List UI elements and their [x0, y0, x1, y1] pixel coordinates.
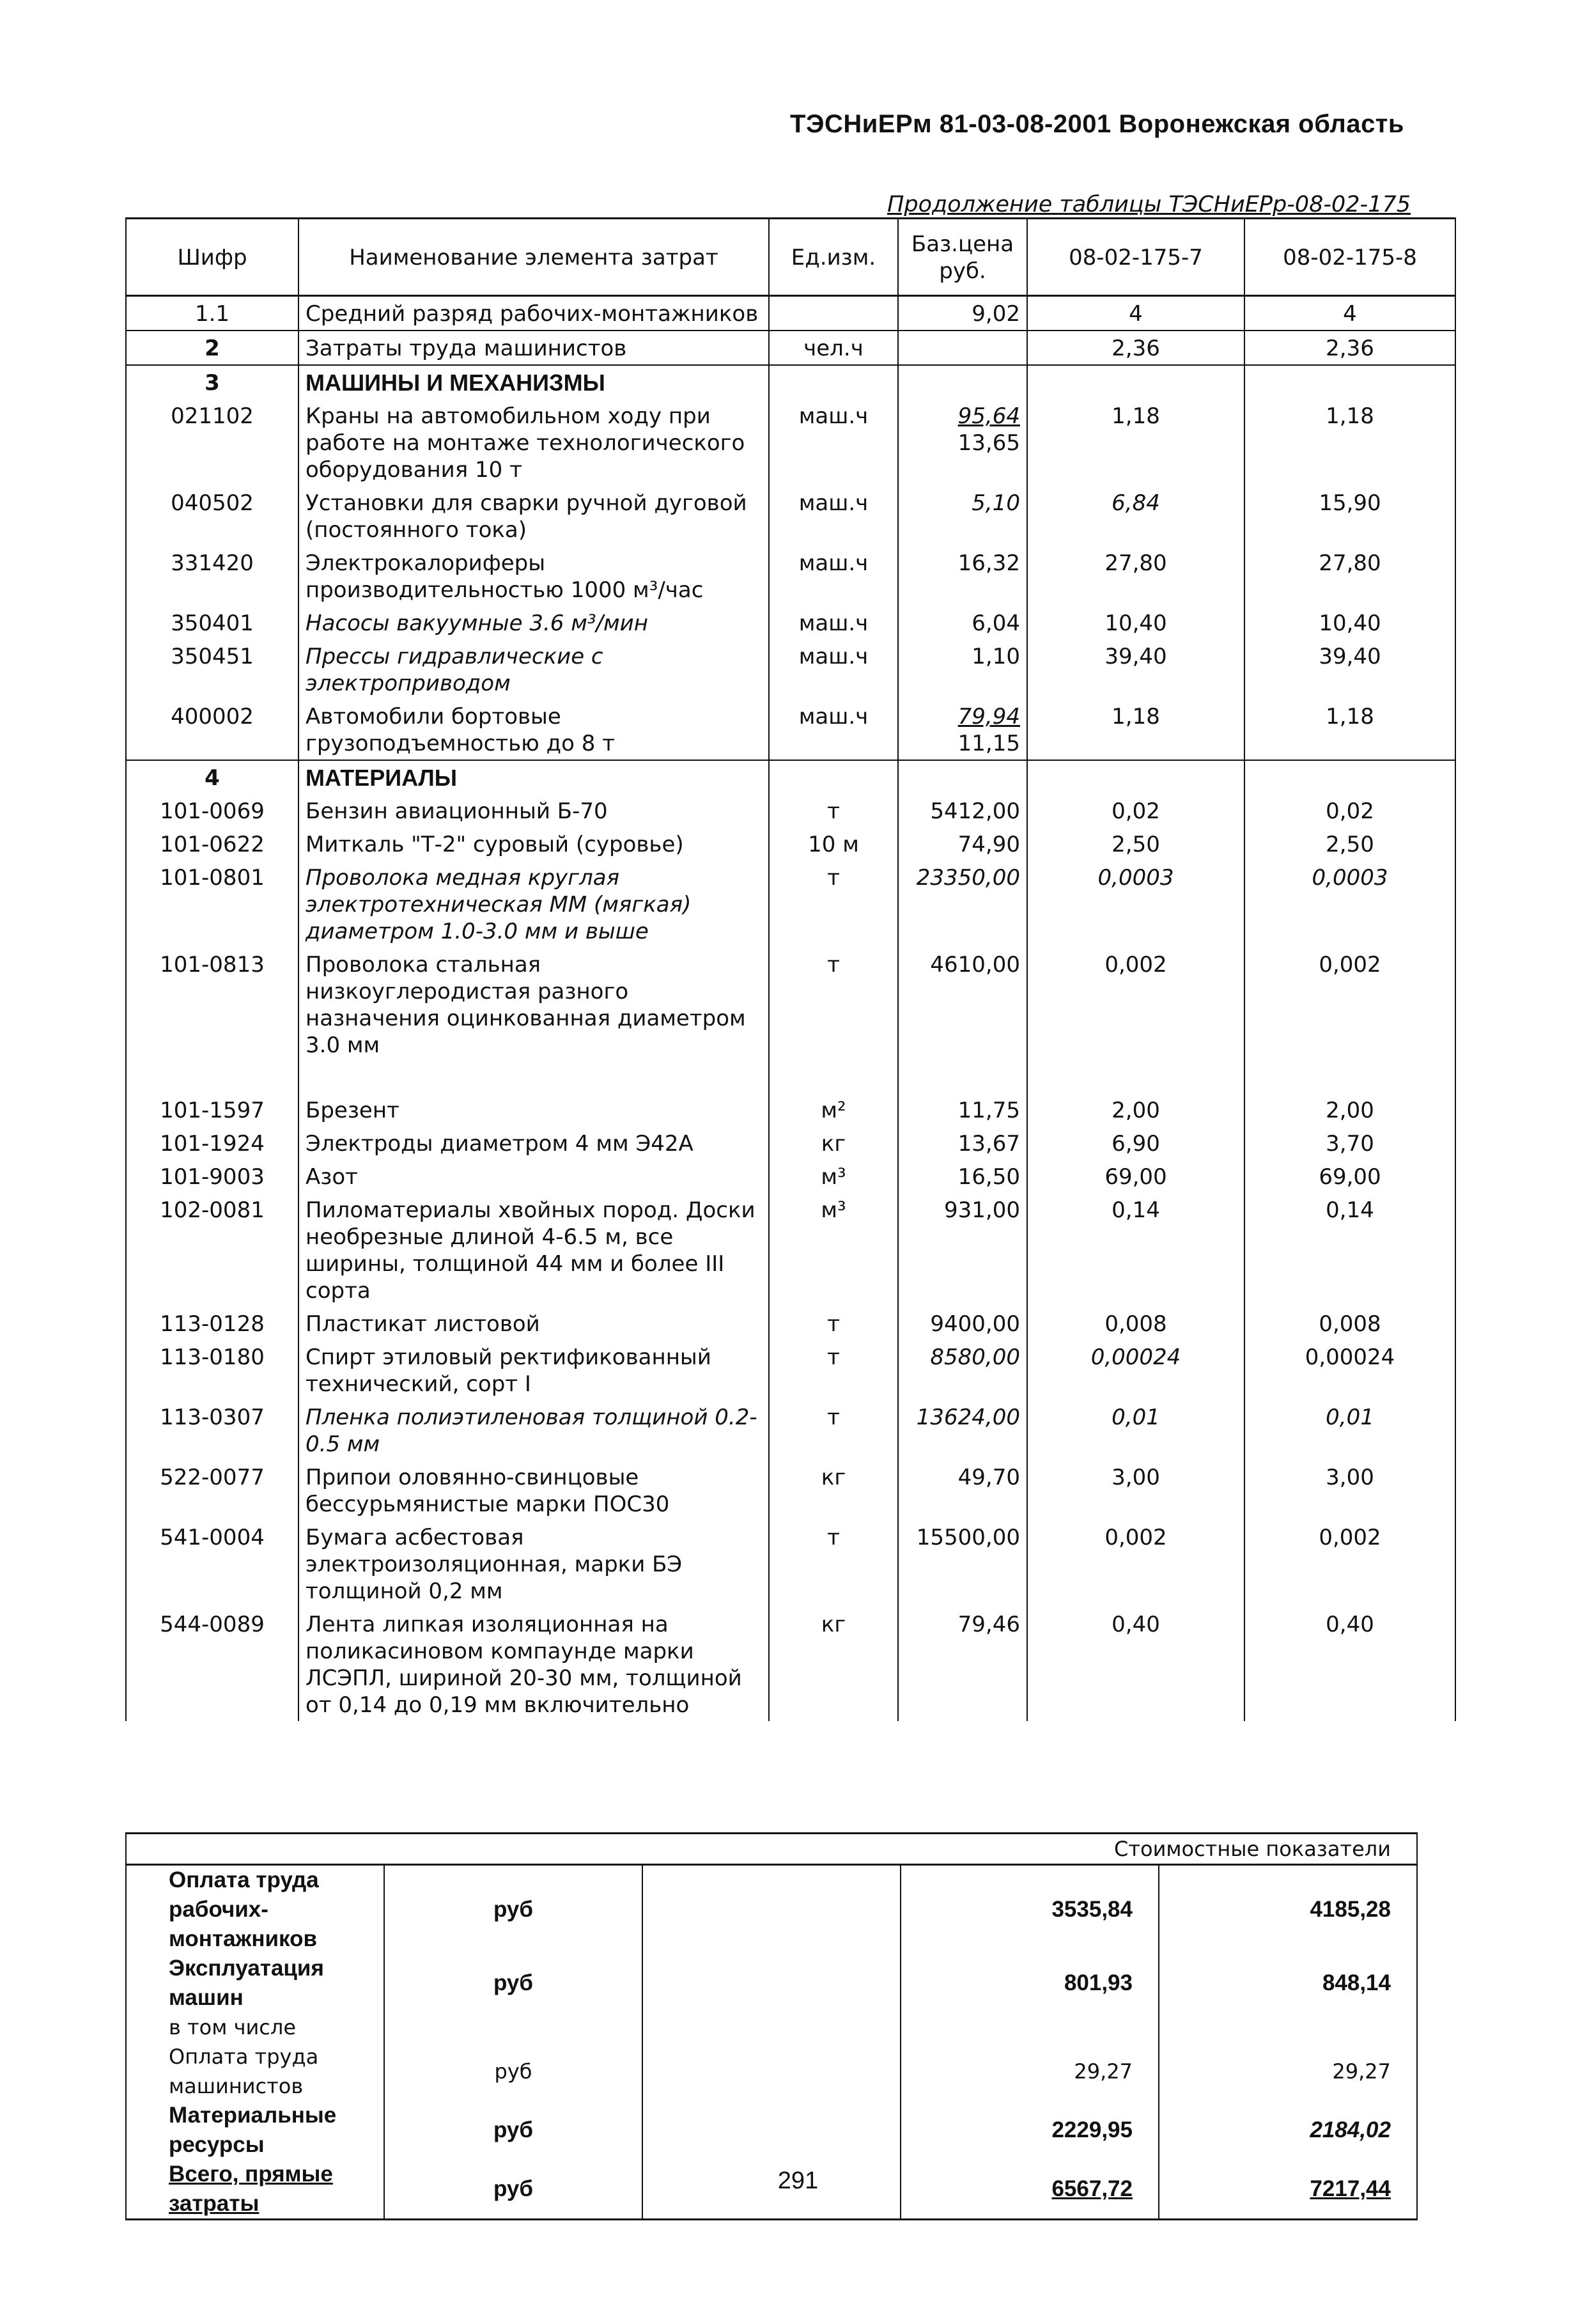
table-row: 101-1924 Электроды диаметром 4 мм Э42А кг 13,67 6,90 3,70 — [126, 1126, 1455, 1160]
table-row: 1.1 Средний разряд рабочих-монтажников 9,02 4 4 — [126, 296, 1455, 331]
header-code: Шифр — [126, 219, 298, 296]
summary-row: Оплата труда машинистов руб 29,27 29,27 — [126, 2042, 1417, 2101]
section-row-materials: 4 МАТЕРИАЛЫ — [126, 760, 1455, 794]
table-row: 101-0813 Проволока стальная низкоуглеродистая разного назначения оцинкованная диаметром 3.0 мм т 4610,00 0,002 0,002 — [126, 947, 1455, 1061]
section-row-machines: 3 МАШИНЫ И МЕХАНИЗМЫ — [126, 365, 1455, 399]
header-name: Наименование элемента затрат — [298, 219, 769, 296]
table-row: 331420 Электрокалориферы производительностью 1000 м³/час маш.ч 16,32 27,80 27,80 — [126, 546, 1455, 606]
header-price: Баз.цена руб. — [898, 219, 1027, 296]
summary-caption: Стоимостные показатели — [126, 1834, 1417, 1865]
table-row: 101-1597 Брезент м² 11,75 2,00 2,00 — [126, 1093, 1455, 1126]
header-unit: Ед.изм. — [769, 219, 898, 296]
resources-table — [125, 217, 1456, 1721]
table-row: 350451 Прессы гидравлические с электроприводом маш.ч 1,10 39,40 39,40 — [126, 639, 1455, 699]
document-header: ТЭСНиЕРм 81-03-08-2001 Воронежская область — [790, 110, 1404, 138]
cost-summary-table — [125, 1832, 1418, 2220]
table-row: 113-0180 Спирт этиловый ректификованный технический, сорт I т 8580,00 0,00024 0,00024 — [126, 1340, 1455, 1400]
table-row: 040502 Установки для сварки ручной дуговой (постоянного тока) маш.ч 5,10 6,84 15,90 — [126, 486, 1455, 546]
table-row: 522-0077 Припои оловянно-свинцовые бессурьмянистые марки ПОС30 кг 49,70 3,00 3,00 — [126, 1460, 1455, 1520]
header-variant-7: 08-02-175-7 — [1027, 219, 1244, 296]
table-row: 101-0801 Проволока медная круглая электротехническая ММ (мягкая) диаметром 1.0-3.0 мм и выше т 23350,00 0,0003 0,0003 — [126, 861, 1455, 947]
table-row: 350401 Насосы вакуумные 3.6 м³/мин маш.ч 6,04 10,40 10,40 — [126, 606, 1455, 639]
table-row: 102-0081 Пиломатериалы хвойных пород. Доски необрезные длиной 4-6.5 м, все ширины, толщиной 44 мм и более III сорта м³ 931,00 0,14 0,14 — [126, 1193, 1455, 1307]
table-row: 113-0307 Пленка полиэтиленовая толщиной 0.2-0.5 мм т 13624,00 0,01 0,01 — [126, 1400, 1455, 1460]
summary-total-row: Всего, прямые затраты руб 6567,72 7217,44 — [126, 2160, 1417, 2220]
table-row: 113-0128 Пластикат листовой т 9400,00 0,008 0,008 — [126, 1307, 1455, 1340]
table-row: 2 Затраты труда машинистов чел.ч 2,36 2,36 — [126, 331, 1455, 365]
table-row: 541-0004 Бумага асбестовая электроизоляционная, марки БЭ толщиной 0,2 мм т 15500,00 0,002 0,002 — [126, 1520, 1455, 1607]
table-header-row — [126, 219, 1455, 296]
summary-row: в том числе — [126, 2013, 1417, 2042]
summary-caption-row — [126, 1834, 1417, 1865]
page-number: 291 — [777, 2167, 819, 2194]
table-row: 544-0089 Лента липкая изоляционная на поликасиновом компаунде марки ЛСЭПЛ, шириной 20-30 мм, толщиной от 0,14 до 0,19 мм включительно кг 79,46 0,40 0,40 — [126, 1607, 1455, 1721]
spacer-row — [126, 1061, 1455, 1093]
table-row: 101-0069 Бензин авиационный Б-70 т 5412,00 0,02 0,02 — [126, 794, 1455, 827]
table-row: 400002 Автомобили бортовые грузоподъемностью до 8 т маш.ч 79,94 11,15 1,18 1,18 — [126, 699, 1455, 760]
table-row: 021102 Краны на автомобильном ходу при работе на монтаже технологического оборудования 10 т маш.ч 95,64 13,65 1,18 1,18 — [126, 399, 1455, 486]
table-row: 101-9003 Азот м³ 16,50 69,00 69,00 — [126, 1160, 1455, 1193]
summary-row: Эксплуатация машин руб 801,93 848,14 — [126, 1954, 1417, 2013]
table-caption: Продолжение таблицы ТЭСНиЕРр-08-02-175 — [887, 192, 1411, 217]
header-variant-8: 08-02-175-8 — [1244, 219, 1455, 296]
table-row: 101-0622 Миткаль "Т-2" суровый (суровье) 10 м 74,90 2,50 2,50 — [126, 827, 1455, 861]
summary-row: Материальные ресурсы руб 2229,95 2184,02 — [126, 2101, 1417, 2160]
summary-row: Оплата труда рабочих-монтажников руб 3535,84 4185,28 — [126, 1865, 1417, 1954]
